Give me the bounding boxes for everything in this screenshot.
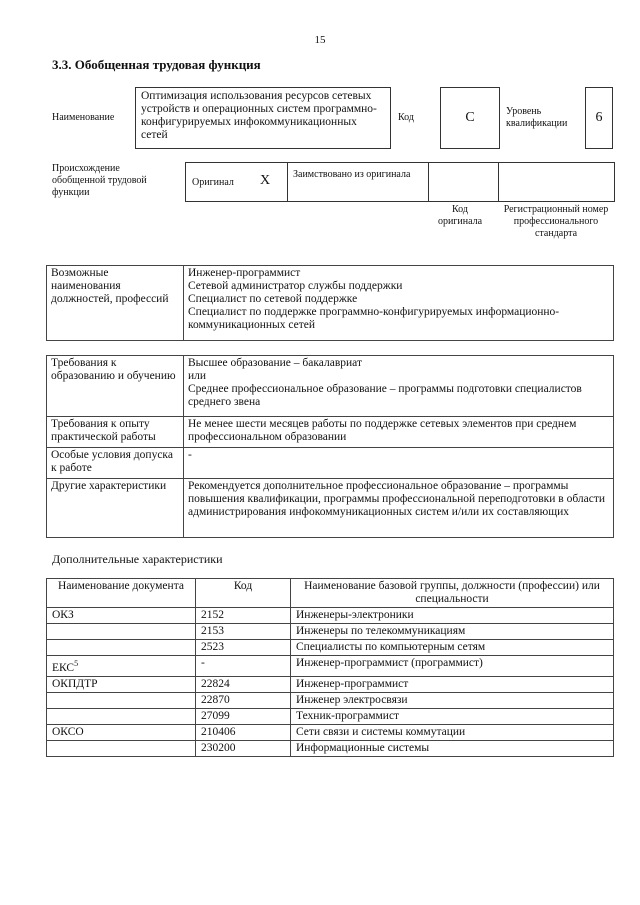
code-cell: 2153 — [196, 624, 291, 640]
code-cell: 210406 — [196, 724, 291, 740]
doc-cell — [47, 740, 196, 756]
column-header: Наименование базовой группы, должности (профессии) или специальности — [291, 579, 614, 608]
origin-box — [185, 162, 615, 202]
name-cell: Техник-программист — [291, 708, 614, 724]
list-item: Специалист по поддержке программно-конфигурируемых информационно-коммуникационных сетей — [188, 306, 560, 331]
code-value: C — [440, 87, 500, 149]
name-cell: Инженеры-электроники — [291, 608, 614, 624]
table-row — [47, 608, 614, 624]
doc-cell: ОКСО — [47, 724, 196, 740]
name-cell: Инженер-программист (программист) — [291, 656, 614, 677]
code-cell: 2152 — [196, 608, 291, 624]
list-item: Сетевой администратор службы поддержки — [188, 280, 403, 292]
positions-values — [184, 266, 614, 341]
column-header: Наименование документа — [47, 579, 196, 608]
code-cell: 230200 — [196, 740, 291, 756]
table-row — [47, 692, 614, 708]
req-label: Требования к образованию и обучению — [47, 356, 184, 417]
table-row — [47, 740, 614, 756]
table-row — [47, 356, 614, 417]
doc-cell: ОКЗ — [47, 608, 196, 624]
table-row — [47, 624, 614, 640]
original-mark: X — [260, 173, 271, 188]
req-value: Рекомендуется дополнительное профессиональное образование – программы повышения квалификации, программы профессиональной переподготовки в области администрирования инфокоммуникационных систем и/или их составляющих — [184, 479, 614, 538]
name-cell: Информационные системы — [291, 740, 614, 756]
additional-title: Дополнительные характеристики — [52, 552, 223, 566]
origin-label: Происхождение обобщенной трудовой функции — [52, 163, 147, 198]
code-cell: 2523 — [196, 640, 291, 656]
code-cell: 22824 — [196, 676, 291, 692]
name-cell: Сети связи и системы коммутации — [291, 724, 614, 740]
req-label: Другие характеристики — [47, 479, 184, 538]
table-header-row — [47, 579, 614, 608]
divider — [287, 163, 288, 201]
req-value: - — [184, 448, 614, 479]
code-label: Код — [398, 112, 414, 123]
doc-text: ЕКС — [52, 661, 75, 674]
table-row — [47, 479, 614, 538]
doc-cell: ОКПДТР — [47, 676, 196, 692]
level-value: 6 — [585, 87, 613, 149]
doc-cell — [47, 708, 196, 724]
table-row — [47, 724, 614, 740]
positions-table — [46, 265, 614, 341]
level-label: Уровень квалификации — [506, 106, 568, 129]
positions-label: Возможные наименования должностей, профессий — [47, 266, 184, 341]
column-header: Код — [196, 579, 291, 608]
doc-cell — [47, 624, 196, 640]
req-label: Особые условия допуска к работе — [47, 448, 184, 479]
code-cell: - — [196, 656, 291, 677]
table-row — [47, 708, 614, 724]
list-item: Специалист по сетевой поддержке — [188, 293, 358, 305]
additional-table — [46, 578, 614, 757]
divider — [498, 163, 499, 201]
code-cell: 27099 — [196, 708, 291, 724]
divider — [428, 163, 429, 201]
section-title: 3.3. Обобщенная трудовая функция — [52, 57, 261, 72]
table-row — [47, 656, 614, 677]
doc-cell — [47, 692, 196, 708]
name-cell: Инженеры по телекоммуникациям — [291, 624, 614, 640]
table-row — [47, 448, 614, 479]
reg-number-caption: Регистрационный номер профессионального стандарта — [503, 204, 609, 239]
doc-cell — [47, 656, 196, 677]
code-original-caption: Код оригинала — [437, 204, 483, 227]
list-item: Инженер-программист — [188, 267, 301, 279]
doc-cell — [47, 640, 196, 656]
req-value: Высшее образование – бакалавриат или Среднее профессиональное образование – программы подготовки специалистов среднего звена — [184, 356, 614, 417]
code-cell: 22870 — [196, 692, 291, 708]
footnote-ref: 5 — [74, 659, 79, 668]
table-row — [47, 676, 614, 692]
table-row — [47, 266, 614, 341]
original-label: Оригинал — [192, 177, 234, 188]
requirements-table — [46, 355, 614, 538]
name-cell: Специалисты по компьютерным сетям — [291, 640, 614, 656]
name-cell: Инженер-программист — [291, 676, 614, 692]
req-value: Не менее шести месяцев работы по поддержке сетевых элементов при среднем профессиональном образовании — [184, 417, 614, 448]
page-number: 15 — [314, 34, 326, 46]
req-label: Требования к опыту практической работы — [47, 417, 184, 448]
table-row — [47, 417, 614, 448]
name-label: Наименование — [52, 112, 115, 123]
table-row — [47, 640, 614, 656]
name-value: Оптимизация использования ресурсов сетевых устройств и операционных систем программно-конфигурируемых инфокоммуникационных сетей — [135, 87, 391, 149]
borrowed-label: Заимствовано из оригинала — [293, 169, 411, 180]
name-cell: Инженер электросвязи — [291, 692, 614, 708]
